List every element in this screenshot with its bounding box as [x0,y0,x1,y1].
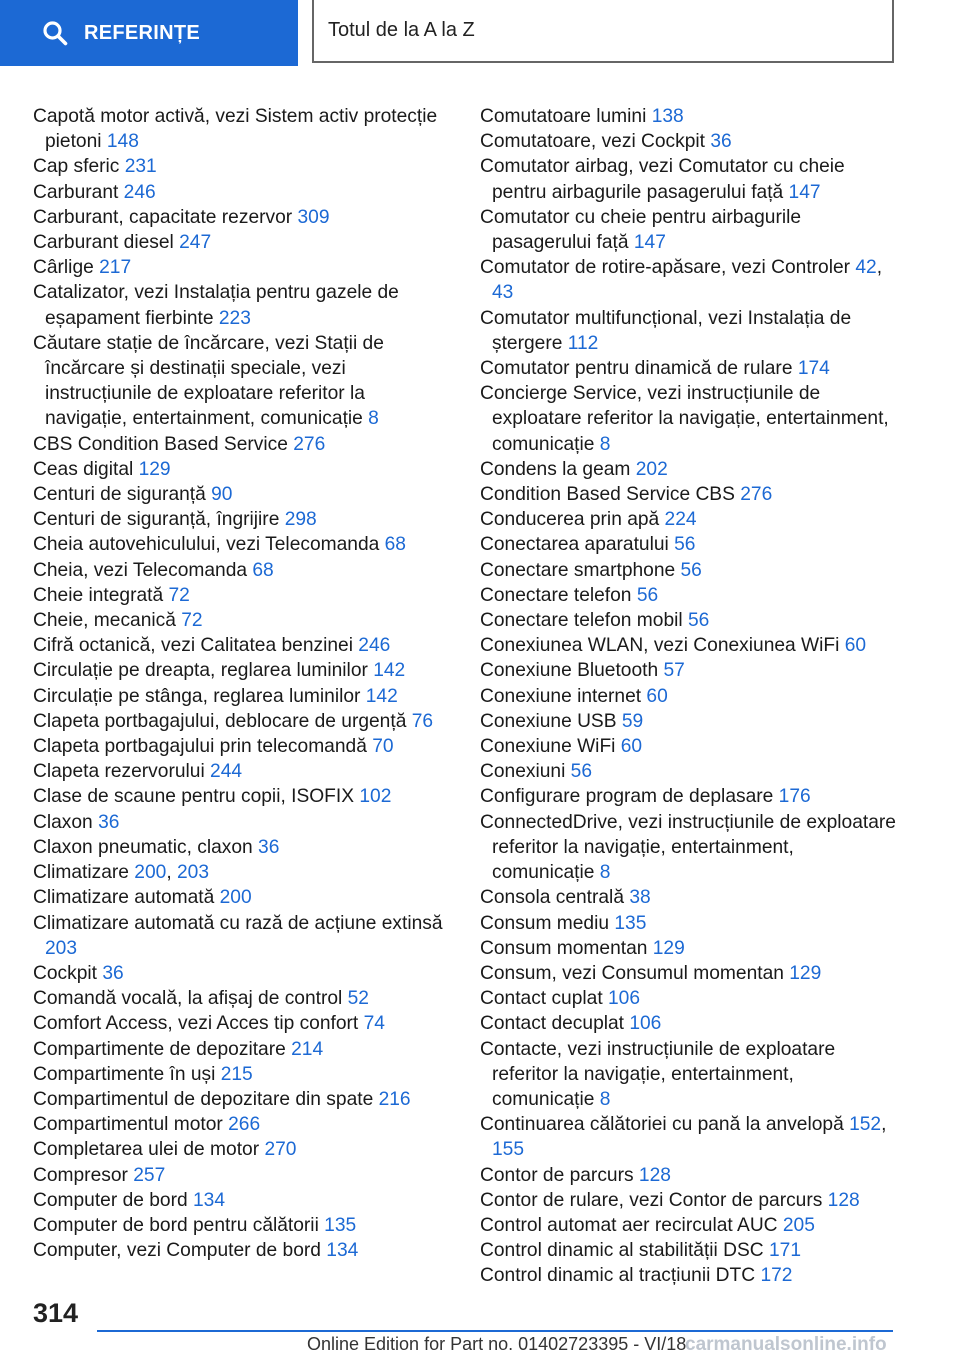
index-entry [480,784,897,809]
page-link[interactable]: 129 [652,937,685,959]
index-entry [480,734,897,759]
index-entry [480,608,897,633]
page-link[interactable]: 266 [228,1114,261,1136]
index-term: Clapeta rezervorului [33,761,211,783]
page-link[interactable]: 56 [570,761,593,783]
index-entry [33,810,450,835]
index-entry [480,709,897,734]
index-term: Cifră octanică, vezi Calitatea benzinei [33,635,359,657]
index-entry [33,709,450,734]
index-entry [480,104,897,129]
index-entry [480,558,897,583]
index-term: Consum, vezi Consumul momentan [480,962,790,984]
page-link[interactable]: 135 [324,1214,357,1236]
page-link[interactable]: 223 [218,307,251,329]
page-link[interactable]: 216 [378,1088,411,1110]
index-entry [33,583,450,608]
index-term: Control dinamic al stabilității DSC [480,1240,769,1262]
references-tab[interactable] [0,0,298,66]
index-entry [33,759,450,784]
page-link[interactable]: 276 [740,484,773,506]
index-column-right [480,104,927,1289]
index-entry [33,255,450,280]
page-link[interactable]: 43 [492,282,514,304]
index-entry [33,457,450,482]
index-term: Cockpit [33,962,103,984]
page-link[interactable]: 128 [638,1164,671,1186]
index-term: Condition Based Service CBS [480,484,741,506]
index-entry [480,356,897,381]
page-link[interactable]: 60 [646,685,668,707]
index-entry: Continuarea călătoriei cu pană la anvelopă 152, 155 [480,1114,887,1161]
index-entry [33,1137,450,1162]
page-link[interactable]: 174 [797,358,830,380]
index-term: Consola centrală [480,887,630,909]
page-link[interactable]: 60 [620,736,643,758]
page-link[interactable]: 8 [599,433,611,455]
index-term: Contacte, vezi instrucțiunile de exploatare referitor la navigație, entertainment, comunicație [480,1038,836,1110]
index-column-left [33,104,480,1289]
page-link[interactable]: 90 [211,484,233,506]
page-link[interactable]: 257 [133,1164,166,1186]
index-term: Cheie, mecanică [33,610,182,632]
page-link[interactable]: 135 [614,912,647,934]
index-entry [33,1163,450,1188]
page-link[interactable]: 106 [608,988,641,1010]
index-term: Compartimente de depozitare [33,1038,292,1060]
index-term: Consum momentan [480,937,653,959]
index-entry [33,911,450,961]
index-term: Continuarea călătoriei cu pană la anvelopă [480,1114,850,1136]
page-link[interactable]: 8 [599,1088,611,1110]
index-term: Comutatoare lumini [480,106,652,127]
index-term: Comutatoare, vezi Cockpit [480,131,711,153]
index-entry [480,1011,897,1036]
page-link[interactable]: 176 [778,786,811,808]
index-term: Comfort Access, vezi Acces tip confort [33,1013,364,1035]
index-term: Cârlige [33,257,100,279]
index-term: Carburant, capacitate rezervor [33,206,298,228]
page-link[interactable]: 72 [168,584,190,606]
index-entry [33,1238,450,1263]
index-term: Claxon [33,811,99,833]
index-term: Cheie integrată [33,584,169,606]
index-entry [480,482,897,507]
index-entry [33,331,450,432]
index-term: Climatizare automată [33,887,220,909]
page-link[interactable]: 270 [264,1139,297,1161]
page-link[interactable]: 246 [358,635,391,657]
index-entry [33,1011,450,1036]
index-entry [33,885,450,910]
page-link[interactable]: 247 [179,232,212,254]
footer-divider [97,1330,893,1332]
index-entry: Climatizare 200, 203 [33,862,209,884]
index-entry [33,280,450,330]
index-entry [480,1213,897,1238]
index-entry [33,608,450,633]
index-term: Consum mediu [480,912,615,934]
index-entry: Comutator de rotire-apăsare, vezi Controler 42, 43 [480,257,883,304]
index-entry [480,1263,897,1288]
index-entry [33,684,450,709]
index-term: Centuri de siguranță [33,484,212,506]
index-term: Comutator de rotire-apăsare, vezi Controler [480,257,856,279]
index-term: Comutator cu cheie pentru airbagurile pasagerului față [480,206,802,254]
index-term: Căutare stație de încărcare, vezi Stații de încărcare și destinații speciale, vezi instrucțiunile de exploatare referitor la navigație, entertainment, comunicație [33,332,384,430]
page-link[interactable]: 129 [138,458,171,480]
page-link[interactable]: 112 [567,332,599,354]
index-entry [480,1037,897,1113]
page-link[interactable]: 205 [782,1214,815,1236]
page-link[interactable]: 203 [45,937,78,959]
page-link[interactable]: 172 [760,1265,793,1287]
index-entry [33,205,450,230]
page-link[interactable]: 134 [326,1240,359,1262]
index-entry [480,986,897,1011]
page-number: 314 [33,1298,79,1328]
index-term: Conducerea prin apă [480,509,665,531]
index-entry [33,1213,450,1238]
page-link[interactable]: 42 [855,257,877,279]
index-term: Clase de scaune pentru copii, ISOFIX [33,786,360,808]
index-term: Concierge Service, vezi instrucțiunile de exploatare referitor la navigație, entertainment, comunicație [480,383,889,455]
index-entry [480,936,897,961]
index-term: CBS Condition Based Service [33,433,294,455]
index-term: Climatizare automată cu rază de acțiune extinsă [33,912,443,934]
index-term: Catalizator, vezi Instalația pentru gazele de eșapament fierbinte [33,282,399,329]
page-link[interactable]: 202 [635,458,668,480]
page-link[interactable]: 200 [219,887,252,909]
page-link[interactable]: 276 [293,433,326,455]
index-term: Circulație pe stânga, reglarea luminilor [33,685,366,707]
index-entry [33,558,450,583]
index-entry [480,961,897,986]
index-term: Configurare program de deplasare [480,786,779,808]
page-link[interactable]: 148 [106,131,139,153]
index-entry [480,154,897,204]
page-link[interactable]: 152 [849,1114,882,1136]
index-term: ConnectedDrive, vezi instrucțiunile de exploatare referitor la navigație, entertainment, comunicație [480,811,896,884]
index-entry [480,810,897,886]
page-link[interactable]: 59 [621,710,644,732]
index-entry [33,658,450,683]
index-entry [33,961,450,986]
index-term: Carburant diesel [33,232,180,254]
index-term: Conexiunea WLAN, vezi Conexiunea WiFi [480,635,845,657]
page-link[interactable]: 36 [258,836,280,858]
index-term: Capotă motor activă, vezi Sistem activ protecție pietoni [33,106,438,153]
index-entry [480,684,897,709]
index-entry [33,507,450,532]
page-link[interactable]: 36 [102,962,124,984]
page-link[interactable]: 214 [291,1038,324,1060]
page-link[interactable]: 68 [384,534,406,556]
index-term: Clapeta portbagajului prin telecomandă [33,736,373,758]
index-term: Contact cuplat [480,988,608,1010]
index-term: Comutator pentru dinamică de rulare [480,358,798,380]
index-term: Conexiune internet [480,685,647,707]
page-link[interactable]: 171 [768,1240,801,1262]
page-link[interactable]: 200 [134,862,167,884]
search-icon [42,20,68,46]
page-link[interactable]: 215 [220,1063,253,1085]
page-link[interactable]: 155 [492,1139,525,1161]
page-link[interactable]: 246 [123,181,156,203]
index-term: Compartimentul de depozitare din spate [33,1088,379,1110]
page-link[interactable]: 224 [664,509,697,531]
index-entry [480,306,897,356]
index-term: Completarea ulei de motor [33,1139,265,1161]
index-columns [33,104,933,1289]
page-link[interactable]: 231 [124,156,157,178]
page-link[interactable]: 8 [368,408,379,430]
index-entry [480,381,897,457]
index-term: Compartimentul motor [33,1114,229,1136]
index-term: Contor de rulare, vezi Contor de parcurs [480,1189,828,1211]
index-entry [480,633,897,658]
page-link[interactable]: 138 [651,106,684,127]
index-entry [33,835,450,860]
page-link[interactable]: 244 [210,761,243,783]
page-link[interactable]: 203 [176,862,209,884]
index-term: Conectarea aparatului [480,534,675,556]
index-entry [33,104,450,154]
index-term: Ceas digital [33,458,139,480]
index-term: Comandă vocală, la afișaj de control [33,988,348,1010]
references-tab-label: REFERINȚE [84,21,201,44]
index-entry [33,1062,450,1087]
index-entry [480,507,897,532]
index-entry [33,230,450,255]
index-entry [480,911,897,936]
page-link[interactable]: 76 [411,710,434,732]
index-term: Comutator airbag, vezi Comutator cu cheie pentru airbagurile pasagerului față [480,156,845,203]
index-term: Control dinamic al tracțiunii DTC [480,1265,761,1287]
section-title-text: Totul de la A la Z [328,19,475,41]
index-entry [480,532,897,557]
page-link[interactable]: 217 [99,257,132,279]
page-link[interactable]: 8 [599,862,611,884]
index-entry [480,1238,897,1263]
page-link[interactable]: 106 [629,1013,662,1035]
index-entry [33,784,450,809]
index-term: Contor de parcurs [480,1164,639,1186]
page-link[interactable]: 38 [629,887,651,909]
index-term: Claxon pneumatic, claxon [33,836,259,858]
index-entry [33,180,450,205]
page-link[interactable]: 36 [98,811,120,833]
index-term: Climatizare [33,862,135,884]
index-entry [33,734,450,759]
page-link[interactable]: 56 [680,559,702,581]
index-term: Conectare smartphone [480,559,681,581]
page-link[interactable]: 70 [372,736,394,758]
page-link[interactable]: 298 [284,509,317,531]
index-entry [480,583,897,608]
index-entry [33,986,450,1011]
index-term: Cheia, vezi Telecomanda [33,559,253,581]
index-term: Computer, vezi Computer de bord [33,1240,327,1262]
index-term: Clapeta portbagajului, deblocare de urgență [33,710,412,732]
index-term: Cheia autovehiculului, vezi Telecomanda [33,534,385,556]
index-term: Circulație pe dreapta, reglarea luminilor [33,660,374,682]
page-link[interactable]: 60 [844,635,867,657]
index-term: Computer de bord [33,1189,193,1211]
page-link[interactable]: 56 [674,534,696,556]
index-entry [33,482,450,507]
section-title [312,0,894,63]
edition-note: Online Edition for Part no. 01402723395 - VI/18 [307,1334,687,1354]
index-term: Control automat aer recirculat AUC [480,1214,783,1236]
index-entry [480,129,897,154]
watermark-logo: carmanualsonline.info [685,1334,887,1355]
index-term: Computer de bord pentru călătorii [33,1214,325,1236]
index-entry [480,658,897,683]
index-term: Comutator multifuncțional, vezi Instalația de ștergere [480,307,852,354]
page-link[interactable]: 72 [181,610,203,632]
page-link[interactable]: 52 [347,988,369,1010]
page-link[interactable]: 147 [788,181,821,203]
index-term: Compartimente în uși [33,1063,221,1085]
page-link[interactable]: 142 [365,685,398,707]
index-entry [480,457,897,482]
index-term: Conexiuni [480,761,571,783]
page-link[interactable]: 134 [192,1189,225,1211]
index-term: Conexiune USB [480,710,622,732]
page-link[interactable]: 102 [359,786,392,808]
index-entry [33,1037,450,1062]
index-entry [33,633,450,658]
page-link[interactable]: 56 [687,610,710,632]
page-link[interactable]: 309 [297,206,330,228]
page-link[interactable]: 56 [636,584,659,606]
top-bar [0,0,960,66]
page-link[interactable]: 57 [663,660,685,682]
index-entry [480,1163,897,1188]
index-entry [33,432,450,457]
index-entry [33,1087,450,1112]
index-term: Conexiune Bluetooth [480,660,664,682]
index-term: Conexiune WiFi [480,736,621,758]
index-term: Compresor [33,1164,134,1186]
index-term: Conectare telefon mobil [480,610,688,632]
index-entry [33,154,450,179]
index-term: Cap sferic [33,156,125,178]
index-term: Contact decuplat [480,1013,630,1035]
index-entry [480,885,897,910]
index-term: Condens la geam [480,458,636,480]
index-entry [33,532,450,557]
page-link[interactable]: 36 [710,131,732,153]
page-link[interactable]: 142 [373,660,406,682]
page-link[interactable]: 68 [252,559,274,581]
page-link[interactable]: 147 [633,232,666,254]
index-entry [480,759,897,784]
index-entry [33,1188,450,1213]
page-link[interactable]: 128 [827,1189,860,1211]
page-link[interactable]: 129 [789,962,822,984]
index-term: Conectare telefon [480,584,637,606]
index-entry [480,1188,897,1213]
index-entry [480,205,897,255]
index-term: Carburant [33,181,124,203]
index-entry [33,1112,450,1137]
index-term: Centuri de siguranță, îngrijire [33,509,285,531]
page-link[interactable]: 74 [363,1013,385,1035]
